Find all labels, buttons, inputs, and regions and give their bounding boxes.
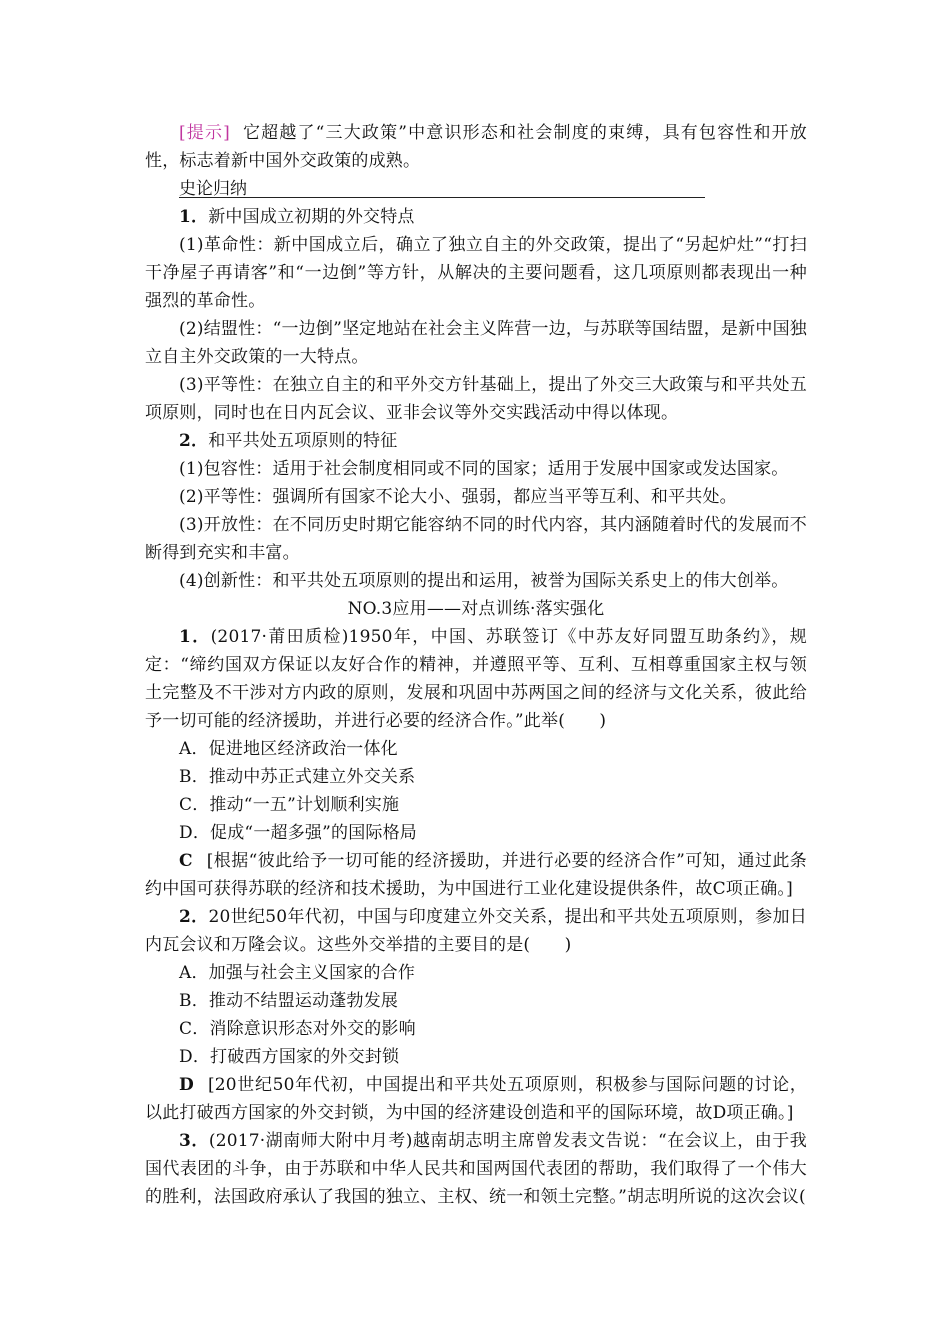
question-2-answer xyxy=(145,1071,807,1127)
hint-text: 它超越了“三大政策”中意识形态和社会制度的束缚，具有包容性和开放性，标志着新中国外交政策的成熟。 xyxy=(145,123,807,171)
hint-tag: [提示] xyxy=(179,123,230,143)
summary-point-1-item: (3)平等性：在独立自主的和平外交方针基础上，提出了外交三大政策与和平共处五项原则，同时也在日内瓦会议、亚非会议等外交实践活动中得以体现。 xyxy=(145,375,807,423)
question-2-option-d: D．打破西方国家的外交封锁 xyxy=(179,1047,400,1067)
question-1-stem: 1．(2017·莆田质检)1950年，中国、苏联签订《中苏友好同盟互助条约》，规定：“缔约国双方保证以友好合作的精神，并遵照平等、互利、互相尊重国家主权与领土完整及不干涉对方内政的原则，发展和巩固中苏两国之间的经济与文化关系，彼此给予一切可能的经济援助，并进行必要的经济合作。”此举( ) xyxy=(145,627,807,731)
summary-point-2-item: (3)开放性：在不同历史时期它能容纳不同的时代内容，其内涵随着时代的发展而不断得到充实和丰富。 xyxy=(145,515,807,563)
question-2-option-b: B．推动不结盟运动蓬勃发展 xyxy=(179,991,399,1011)
answer-letter: D xyxy=(179,1075,194,1095)
question-2-option-c: C．消除意识形态对外交的影响 xyxy=(179,1019,416,1039)
summary-point-2-item: (4)创新性：和平共处五项原则的提出和运用，被誉为国际关系史上的伟大创举。 xyxy=(179,571,789,591)
summary-point-2-item: (2)平等性：强调所有国家不论大小、强弱，都应当平等互利、和平共处。 xyxy=(179,487,737,507)
summary-point-2-title: 2．和平共处五项原则的特征 xyxy=(179,431,398,451)
summary-heading: 史论归纳 xyxy=(179,179,247,199)
answer-explanation: [20世纪50年代初，中国提出和平共处五项原则，积极参与国际问题的讨论，以此打破西方国家的外交封锁，为中国的经济建设创造和平的国际环境，故D项正确。] xyxy=(145,1075,807,1123)
question-1-answer xyxy=(145,847,807,903)
question-2-stem: 2．20世纪50年代初，中国与印度建立外交关系，提出和平共处五项原则，参加日内瓦会议和万隆会议。这些外交举措的主要目的是( ) xyxy=(145,907,807,955)
summary-point-1-item: (2)结盟性：“一边倒”坚定地站在社会主义阵营一边，与苏联等国结盟，是新中国独立自主外交政策的一大特点。 xyxy=(145,319,807,367)
question-2-option-a: A．加强与社会主义国家的合作 xyxy=(179,963,416,983)
page-content xyxy=(145,119,807,1211)
summary-point-1-item: (1)革命性：新中国成立后，确立了独立自主的外交政策，提出了“另起炉灶”“打扫干净屋子再请客”和“一边倒”等方针，从解决的主要问题看，这几项原则都表现出一种强烈的革命性。 xyxy=(145,235,807,311)
hint-paragraph xyxy=(145,119,807,175)
answer-explanation: [根据“彼此给予一切可能的经济援助，并进行必要的经济合作”可知，通过此条约中国可获得苏联的经济和技术援助，为中国进行工业化建设提供条件，故C项正确。] xyxy=(145,851,807,899)
summary-point-2-item: (1)包容性：适用于社会制度相同或不同的国家；适用于发展中国家或发达国家。 xyxy=(179,459,789,479)
summary-heading-rule xyxy=(179,197,705,198)
answer-letter: C xyxy=(179,851,193,871)
section-title: NO.3应用——对点训练·落实强化 xyxy=(347,599,605,619)
question-1-option-a: A．促进地区经济政治一体化 xyxy=(179,739,398,759)
question-1-option-d: D．促成“一超多强”的国际格局 xyxy=(179,823,418,843)
summary-heading-block xyxy=(145,175,807,203)
question-1-option-b: B．推动中苏正式建立外交关系 xyxy=(179,767,416,787)
summary-point-1-title: 1．新中国成立初期的外交特点 xyxy=(179,207,415,227)
question-3-stem: 3．(2017·湖南师大附中月考)越南胡志明主席曾发表文告说：“在会议上，由于我国代表团的斗争，由于苏联和中华人民共和国两国代表团的帮助，我们取得了一个伟大的胜利，法国政府承认了我国的独立、主权、统一和领土完整。”胡志明所说的这次会议( xyxy=(145,1131,807,1207)
question-1-option-c: C．推动“一五”计划顺利实施 xyxy=(179,795,400,815)
